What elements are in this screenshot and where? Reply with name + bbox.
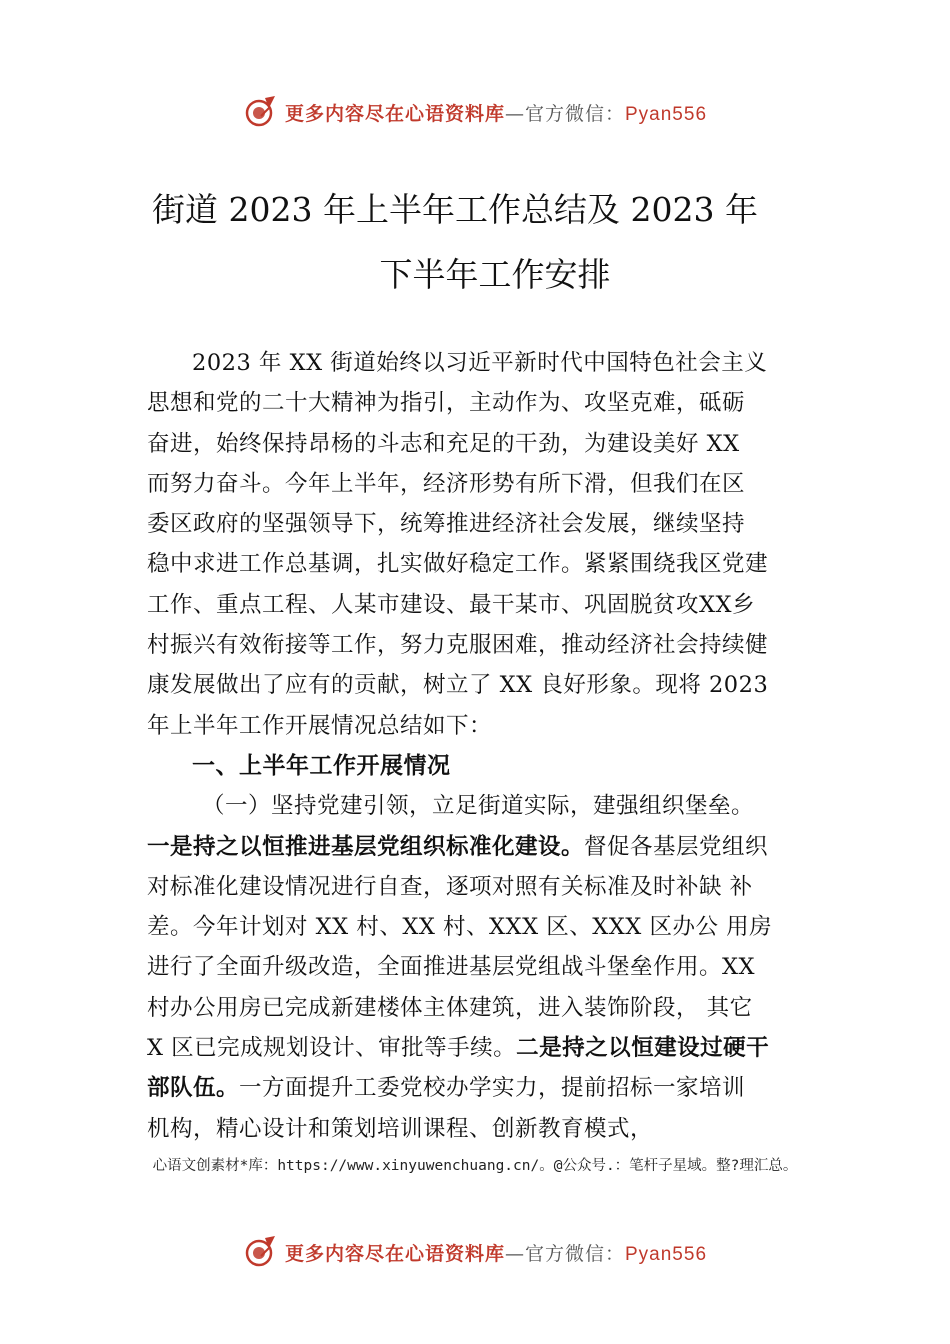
banner-separator: —官方微信： (504, 102, 625, 125)
banner-brand: 更多内容尽在心语资料库 (284, 1242, 505, 1265)
brush-logo-icon (243, 94, 279, 130)
banner-account: Pyan556 (625, 103, 708, 125)
body-line: 部队伍。一方面提升工委党校办学实力，提前招标一家培训 (147, 1075, 746, 1102)
banner-account: Pyan556 (625, 1243, 708, 1265)
bold-lead-1: 一是持之以恒推进基层党组织标准化建设。 (147, 833, 585, 860)
body-line: 年上半年工作开展情况总结如下： (147, 712, 493, 739)
watermark-banner-bottom (0, 1234, 950, 1270)
body-line: 进行了全面升级改造，全面推进基层党组战斗堡垒作用。XX (147, 954, 756, 981)
body-line: 对标准化建设情况进行自查，逐项对照有关标准及时补缺 补 (147, 873, 753, 900)
body-line: X 区已完成规划设计、审批等手续。二是持之以恒建设过硬干 (147, 1035, 770, 1062)
body-line: 奋进，始终保持昂杨的斗志和充足的干劲，为建设美好 XX (147, 430, 740, 457)
subsection-heading: （一）坚持党建引领，立足街道实际，建强组织堡垒。 (202, 793, 755, 820)
body-line: 委区政府的坚强领导下，统筹推进经济社会发展，继续坚持 (147, 511, 746, 538)
source-footer-note: 心语文创素材*库：https://www.xinyuwenchuang.cn/。@公众号.：笔杆子星域。整?理汇总。 (152, 1158, 798, 1174)
banner-text (285, 1239, 707, 1266)
banner-text (285, 99, 707, 126)
body-line: 工作、重点工程、人某市建设、最干某市、巩固脱贫攻XX乡 (147, 591, 756, 618)
body-line: 稳中求进工作总基调，扎实做好稳定工作。紧紧围绕我区党建 (147, 551, 769, 578)
banner-brand: 更多内容尽在心语资料库 (284, 102, 505, 125)
body-line: 康发展做出了应有的贡献，树立了 XX 良好形象。现将 2023 (147, 672, 769, 699)
body-line: 一是持之以恒推进基层党组织标准化建设。督促各基层党组织 (147, 833, 769, 860)
section-heading: 一、上半年工作开展情况 (192, 752, 451, 779)
bold-lead-2: 二是持之以恒建设过硬干 (516, 1035, 770, 1062)
body-line: 2023 年 XX 街道始终以习近平新时代中国特色社会主义 (192, 350, 768, 376)
brush-logo-icon (243, 1234, 279, 1270)
body-line: 思想和党的二十大精神为指引，主动作为、攻坚克难，砥砺 (147, 390, 746, 417)
body-line: 村振兴有效衔接等工作，努力克服困难，推动经济社会持续健 (147, 632, 769, 659)
bold-lead-2-cont: 部队伍。 (147, 1075, 240, 1102)
document-body (147, 343, 837, 1149)
document-title-line-1: 街道 2023 年上半年工作总结及 2023 年 (152, 190, 758, 229)
body-line: 而努力奋斗。今年上半年，经济形势有所下滑，但我们在区 (147, 470, 746, 497)
body-line: 差。今年计划对 XX 村、XX 村、XXX 区、XXX 区办公 用房 (147, 914, 773, 941)
watermark-banner-top (0, 94, 950, 130)
document-title-line-2: 下半年工作安排 (379, 255, 611, 294)
banner-separator: —官方微信： (504, 1242, 625, 1265)
body-line: 村办公用房已完成新建楼体主体建筑，进入装饰阶段， 其它 (147, 994, 753, 1021)
body-line: 机构，精心设计和策划培训课程、创新教育模式， (147, 1115, 654, 1142)
